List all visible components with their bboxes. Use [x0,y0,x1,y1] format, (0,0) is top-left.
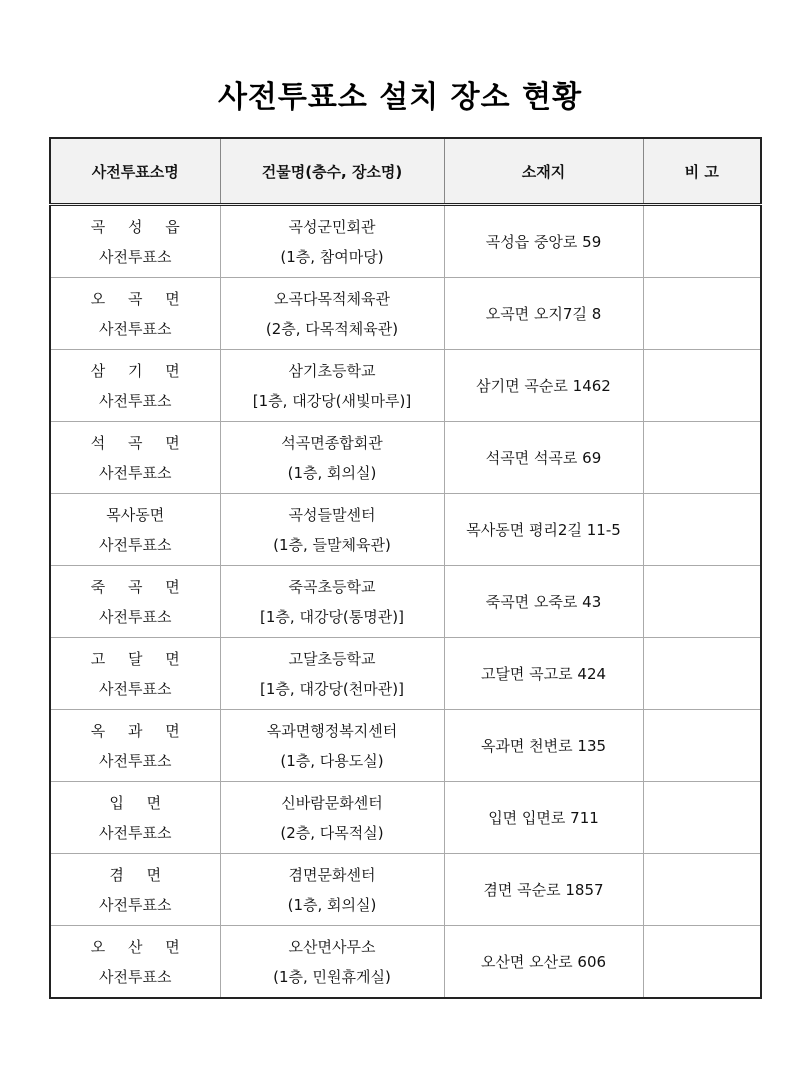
header-row [50,138,761,205]
building-cell [220,782,444,854]
building-name: 고달초등학교 [288,649,376,668]
note-cell [643,710,761,782]
station-area: 곡 성 읍 [90,217,180,236]
table-row [50,782,761,854]
address-cell: 목사동면 평리2길 11-5 [444,494,643,566]
station-name-cell [50,782,220,854]
table-row [50,926,761,999]
building-cell [220,350,444,422]
station-name-cell [50,350,220,422]
building-cell [220,205,444,278]
building-name: 신바람문화센터 [281,793,383,812]
station-label: 사전투표소 [99,967,172,986]
building-cell [220,494,444,566]
building-floor-room: (1층, 참여마당) [280,247,384,266]
station-area: 삼 기 면 [90,361,180,380]
address-cell: 오산면 오산로 606 [444,926,643,999]
building-floor-room: [1층, 대강당(새빛마루)] [252,391,412,410]
header-building: 건물명(층수, 장소명) [220,138,444,205]
building-cell [220,278,444,350]
address-cell: 죽곡면 오죽로 43 [444,566,643,638]
building-floor-room: (1층, 다용도실) [280,751,384,770]
station-label: 사전투표소 [99,751,172,770]
building-cell [220,710,444,782]
note-cell [643,782,761,854]
station-area: 죽 곡 면 [90,577,180,596]
note-cell [643,566,761,638]
station-area: 오 곡 면 [90,289,180,308]
station-area: 석 곡 면 [90,433,180,452]
header-note: 비 고 [643,138,761,205]
table-row [50,494,761,566]
station-name-cell [50,926,220,999]
page-title: 사전투표소 설치 장소 현황 [217,80,583,115]
address-cell: 겸면 곡순로 1857 [444,854,643,926]
building-floor-room: [1층, 대강당(천마관)] [260,679,404,698]
table-row [50,710,761,782]
address-cell: 오곡면 오지7길 8 [444,278,643,350]
table-row [50,422,761,494]
building-cell [220,926,444,999]
station-name-cell [50,710,220,782]
station-name-cell [50,638,220,710]
note-cell [643,494,761,566]
address-cell: 석곡면 석곡로 69 [444,422,643,494]
building-name: 삼기초등학교 [288,361,376,380]
building-cell [220,422,444,494]
station-area: 겸 면 [109,865,162,884]
station-label: 사전투표소 [99,895,172,914]
building-name: 곡성군민회관 [288,217,376,236]
building-cell [220,566,444,638]
address-cell: 삼기면 곡순로 1462 [444,350,643,422]
building-floor-room: (2층, 다목적체육관) [265,319,399,338]
table-row [50,854,761,926]
table-row [50,350,761,422]
note-cell [643,638,761,710]
station-name-cell [50,854,220,926]
building-name: 오곡다목적체육관 [274,289,390,308]
table-row [50,205,761,278]
building-cell [220,854,444,926]
building-floor-room: (1층, 들말체육관) [273,535,391,554]
building-name: 죽곡초등학교 [288,577,376,596]
station-label: 사전투표소 [99,247,172,266]
building-name: 겸면문화센터 [288,865,376,884]
building-name: 옥과면행정복지센터 [266,721,398,740]
station-name-cell [50,566,220,638]
building-name: 석곡면종합회관 [281,433,383,452]
note-cell [643,205,761,278]
station-label: 사전투표소 [99,535,172,554]
building-floor-room: (1층, 회의실) [287,895,377,914]
polling-places-table [49,137,762,999]
address-cell: 고달면 곡고로 424 [444,638,643,710]
station-name-cell [50,494,220,566]
station-label: 사전투표소 [99,679,172,698]
station-label: 사전투표소 [99,319,172,338]
station-label: 사전투표소 [99,607,172,626]
table-row [50,638,761,710]
building-floor-room: (1층, 민원휴게실) [273,967,391,986]
note-cell [643,926,761,999]
building-cell [220,638,444,710]
address-cell: 입면 입면로 711 [444,782,643,854]
station-name-cell [50,422,220,494]
station-name-cell [50,205,220,278]
station-name-cell [50,278,220,350]
note-cell [643,422,761,494]
building-floor-room: (2층, 다목적실) [280,823,384,842]
station-area: 옥 과 면 [90,721,180,740]
header-address: 소재지 [444,138,643,205]
note-cell [643,278,761,350]
building-name: 곡성들말센터 [288,505,376,524]
station-area: 입 면 [109,793,162,812]
station-label: 사전투표소 [99,463,172,482]
station-label: 사전투표소 [99,823,172,842]
station-label: 사전투표소 [99,391,172,410]
table-row [50,566,761,638]
building-name: 오산면사무소 [288,937,376,956]
note-cell [643,854,761,926]
table-row [50,278,761,350]
station-area: 목사동면 [106,505,165,524]
address-cell: 옥과면 천변로 135 [444,710,643,782]
header-station-name: 사전투표소명 [50,138,220,205]
building-floor-room: (1층, 회의실) [287,463,377,482]
station-area: 고 달 면 [90,649,180,668]
address-cell: 곡성읍 중앙로 59 [444,205,643,278]
building-floor-room: [1층, 대강당(통명관)] [260,607,404,626]
station-area: 오 산 면 [90,937,180,956]
note-cell [643,350,761,422]
